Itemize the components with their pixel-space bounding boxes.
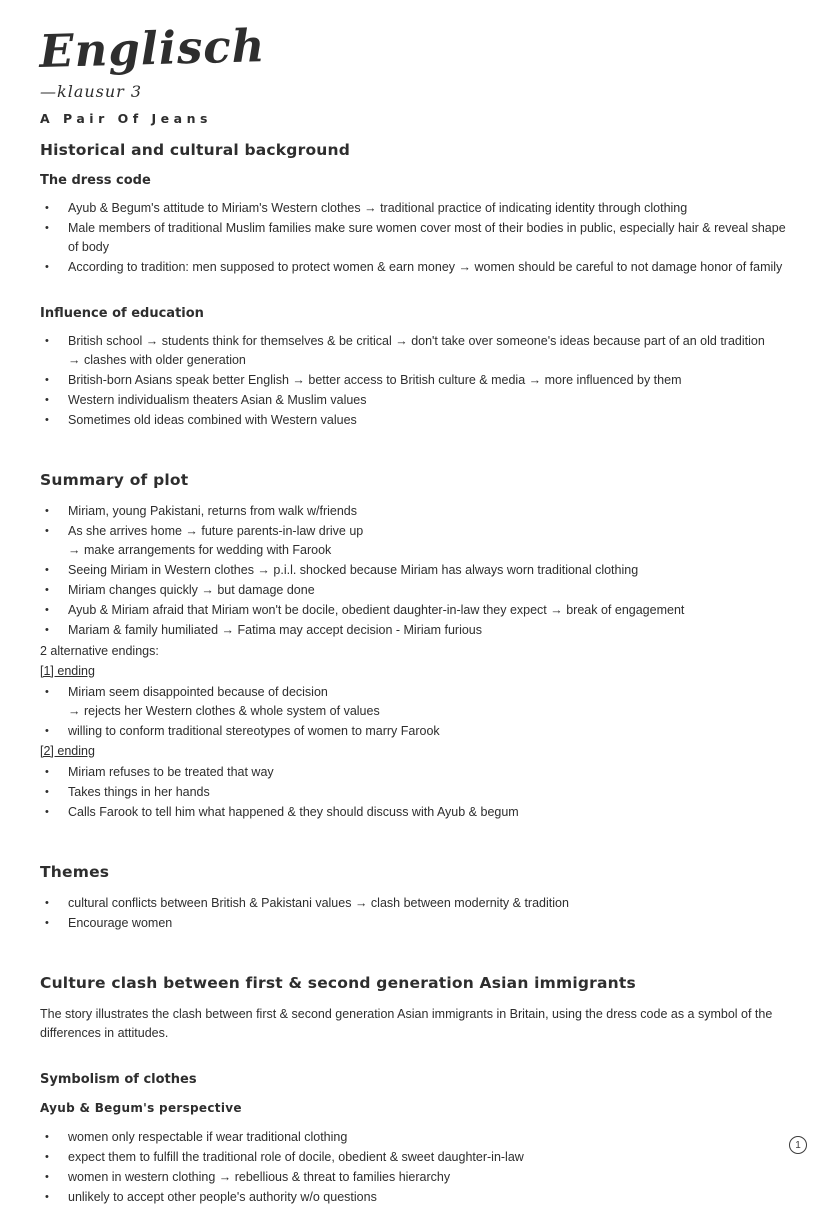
bullet-text: Ayub & Begum's attitude to Miriam's Western clothes → traditional practice of indicating identity through clothing [68, 201, 688, 215]
bullet-dot: • [45, 624, 49, 636]
minor-heading: Ayub & Begum's perspective [40, 1101, 242, 1115]
bullet-text: Takes things in her hands [68, 785, 210, 799]
page-subtitle [40, 81, 790, 102]
bullet-item [40, 411, 790, 430]
bullet-text: Western individualism theaters Asian & Muslim values [68, 393, 367, 407]
bullet-item [40, 1148, 790, 1167]
bullet-text-column [68, 371, 788, 390]
bullet-item [40, 894, 790, 913]
bullet-dot: • [45, 414, 49, 426]
bullet-text: women only respectable if wear traditional clothing [68, 1130, 348, 1144]
bullet-text: According to tradition: men supposed to protect women & earn money → women should be careful to not damage honor of family [68, 260, 783, 274]
bullet-dot: • [45, 1151, 49, 1163]
bullet-dot: • [45, 1171, 49, 1183]
bullet-text: British school → students think for themselves & be critical → don't take over someone's ideas because part of an old tradition [68, 334, 765, 348]
bullet-dot: • [45, 505, 49, 517]
bullet-text: Encourage women [68, 916, 173, 930]
bullet-text-column [68, 621, 788, 640]
bullet-text-column [68, 581, 788, 600]
section-heading: Themes [40, 863, 110, 881]
bullet-text: women in western clothing → rebellious & threat to families hierarchy [68, 1170, 451, 1184]
bullet-item [40, 601, 790, 620]
bullet-text: British-born Asians speak better English → better access to British culture & media → more influenced by them [68, 373, 682, 387]
bullet-dot: • [45, 202, 49, 214]
plain-text-line: 2 alternative endings: [40, 644, 159, 658]
bullet-text-column [68, 1128, 788, 1147]
bullet-dot: • [45, 604, 49, 616]
bullet-text-column [68, 199, 788, 218]
bullet-text: Sometimes old ideas combined with Western values [68, 413, 357, 427]
bullet-item [40, 763, 790, 782]
bullet-text-column [68, 1188, 788, 1207]
bullet-text-column [68, 722, 788, 741]
notes-content [40, 140, 790, 1207]
subsection-heading: Symbolism of clothes [40, 1072, 197, 1087]
title-block [38, 19, 790, 126]
bullet-text: Male members of traditional Muslim families make sure women cover most of their bodies in public, especially hair & reveal shape of body [68, 221, 786, 254]
bullet-text: Miriam changes quickly → but damage done [68, 583, 315, 597]
subsection-heading: Influence of education [40, 306, 204, 321]
bullet-dot: • [45, 806, 49, 818]
bullet-text: unlikely to accept other people's authority w/o questions [68, 1190, 377, 1204]
bullet-item [40, 219, 790, 257]
page-number: 1 [795, 1139, 801, 1151]
bullet-text-column [68, 391, 788, 410]
bullet-text: As she arrives home → future parents-in-law drive up [68, 524, 364, 538]
bullet-text: expect them to fulfill the traditional role of docile, obedient & sweet daughter-in-law [68, 1150, 524, 1164]
bullet-dot: • [45, 897, 49, 909]
bullet-text-column [68, 332, 788, 370]
bullet-text-column [68, 258, 788, 277]
bullet-item [40, 1128, 790, 1147]
bullet-item [40, 332, 790, 370]
bullet-dot: • [45, 786, 49, 798]
bullet-text: Calls Farook to tell him what happened & they should discuss with Ayub & begum [68, 805, 519, 819]
bullet-dot: • [45, 564, 49, 576]
bullet-item [40, 722, 790, 741]
subtitle-text: klausur 3 [57, 82, 143, 101]
bullet-dot: • [45, 725, 49, 737]
document-subject-title: A Pair Of Jeans [40, 111, 212, 126]
bullet-dot: • [45, 374, 49, 386]
bullet-item [40, 803, 790, 822]
bullet-continuation-text: → rejects her Western clothes & whole system of values [68, 704, 380, 718]
bullet-item [40, 258, 790, 277]
bullet-item [40, 199, 790, 218]
bullet-dot: • [45, 261, 49, 273]
bullet-item [40, 621, 790, 640]
bullet-continuation-text: → clashes with older generation [68, 353, 246, 367]
bullet-dot: • [45, 222, 49, 234]
bullet-item [40, 783, 790, 802]
bullet-dot: • [45, 686, 49, 698]
bullet-dot: • [45, 766, 49, 778]
bullet-item [40, 561, 790, 580]
subsection-heading: The dress code [40, 173, 151, 188]
bullet-dot: • [45, 394, 49, 406]
bullet-text: willing to conform traditional stereotypes of women to marry Farook [68, 724, 440, 738]
bullet-text-column [68, 894, 788, 913]
bullet-item [40, 683, 790, 721]
bullet-text: Miriam, young Pakistani, returns from walk w/friends [68, 504, 357, 518]
bullet-text-column [68, 601, 788, 620]
bullet-text: Seeing Miriam in Western clothes → p.i.l. shocked because Miriam has always worn traditional clothing [68, 563, 639, 577]
underlined-label: [2] ending [40, 744, 95, 758]
bullet-dot: • [45, 584, 49, 596]
bullet-text-column [68, 683, 788, 721]
subtitle-flourish: — [40, 82, 57, 101]
underlined-label: [1] ending [40, 664, 95, 678]
bullet-text: Miriam refuses to be treated that way [68, 765, 274, 779]
bullet-text: Miriam seem disappointed because of decision [68, 685, 328, 699]
bullet-dot: • [45, 525, 49, 537]
page-number-badge [789, 1136, 807, 1154]
bullet-text-column [68, 914, 788, 933]
paragraph: The story illustrates the clash between first & second generation Asian immigrants in Britain, using the dress code as a symbol of the differences in attitudes. [40, 1007, 773, 1040]
bullet-item [40, 581, 790, 600]
bullet-item [40, 914, 790, 933]
bullet-item [40, 371, 790, 390]
bullet-text-column [68, 803, 788, 822]
bullet-item [40, 391, 790, 410]
page-title: Englisch [38, 19, 267, 78]
bullet-item [40, 502, 790, 521]
bullet-text-column [68, 522, 788, 560]
bullet-text-column [68, 783, 788, 802]
bullet-dot: • [45, 1191, 49, 1203]
bullet-dot: • [45, 917, 49, 929]
bullet-item [40, 1188, 790, 1207]
section-heading: Summary of plot [40, 471, 189, 489]
bullet-text-column [68, 763, 788, 782]
bullet-text-column [68, 219, 788, 257]
bullet-text: cultural conflicts between British & Pakistani values → clash between modernity & tradition [68, 896, 569, 910]
bullet-text-column [68, 1148, 788, 1167]
bullet-dot: • [45, 335, 49, 347]
bullet-text-column [68, 411, 788, 430]
bullet-item [40, 522, 790, 560]
bullet-continuation-text: → make arrangements for wedding with Farook [68, 543, 332, 557]
section-heading: Culture clash between first & second generation Asian immigrants [40, 974, 636, 992]
bullet-text-column [68, 502, 788, 521]
section-heading: Historical and cultural background [40, 141, 351, 159]
bullet-text: Mariam & family humiliated → Fatima may accept decision - Miriam furious [68, 623, 483, 637]
bullet-text: Ayub & Miriam afraid that Miriam won't be docile, obedient daughter-in-law they expect → break of engagement [68, 603, 685, 617]
bullet-dot: • [45, 1131, 49, 1143]
bullet-text-column [68, 561, 788, 580]
